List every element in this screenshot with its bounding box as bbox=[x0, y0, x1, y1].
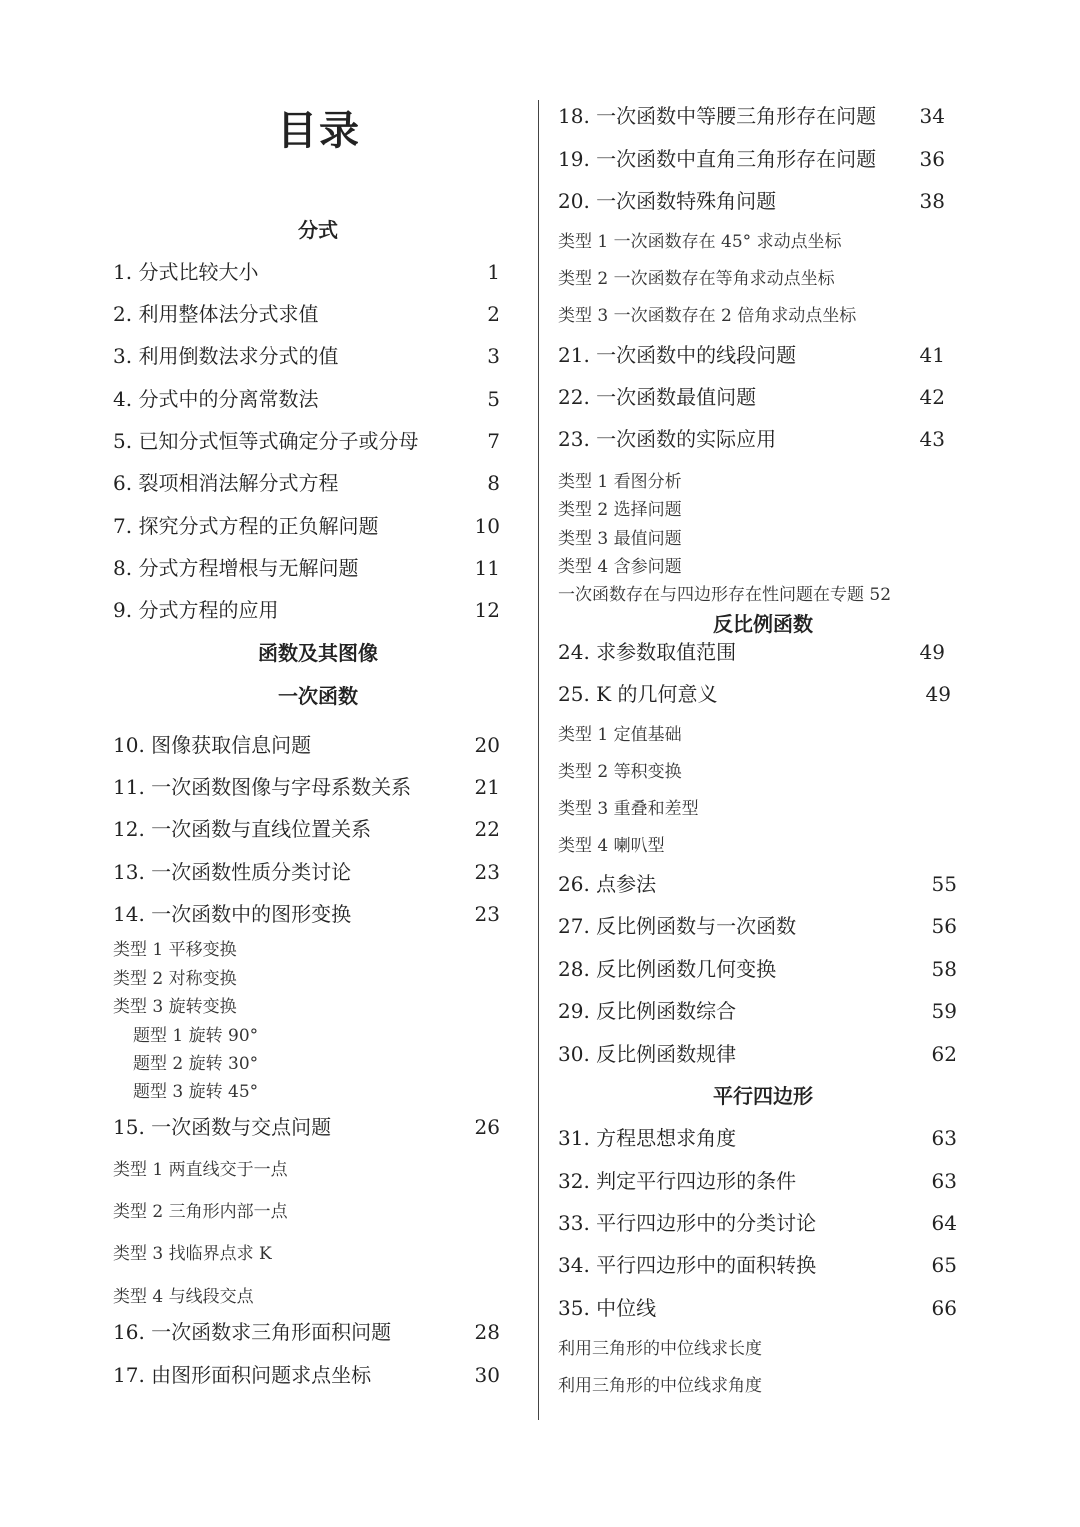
toc-entry-label: 9. 分式方程的应用 bbox=[113, 598, 279, 622]
toc-entry-page: 34 bbox=[919, 104, 945, 128]
toc-entry-label: 6. 裂项相消法解分式方程 bbox=[113, 471, 339, 495]
toc-entry-label: 16. 一次函数求三角形面积问题 bbox=[113, 1320, 392, 1344]
toc-entry[interactable] bbox=[558, 870, 957, 898]
toc-subentry: 类型 3 找临界点求 K bbox=[113, 1244, 272, 1264]
toc-entry-page: 22 bbox=[474, 817, 500, 841]
toc-entry-label: 2. 利用整体法分式求值 bbox=[113, 302, 319, 326]
toc-entry[interactable] bbox=[113, 385, 500, 413]
toc-entry[interactable] bbox=[558, 1124, 957, 1152]
toc-entry-label: 35. 中位线 bbox=[558, 1296, 657, 1320]
toc-subentry: 类型 4 与线段交点 bbox=[113, 1287, 254, 1307]
toc-entry-label: 15. 一次函数与交点问题 bbox=[113, 1115, 332, 1139]
toc-entry-page: 66 bbox=[931, 1296, 957, 1320]
toc-entry[interactable] bbox=[558, 1209, 957, 1237]
toc-entry-page: 7 bbox=[487, 429, 500, 453]
toc-entry-label: 24. 求参数取值范围 bbox=[558, 640, 737, 664]
toc-entry-label: 22. 一次函数最值问题 bbox=[558, 385, 757, 409]
toc-entry-page: 26 bbox=[474, 1115, 500, 1139]
toc-entry[interactable] bbox=[558, 102, 945, 130]
toc-entry-page: 59 bbox=[931, 999, 957, 1023]
toc-entry-label: 26. 点参法 bbox=[558, 872, 657, 896]
toc-entry[interactable] bbox=[558, 997, 957, 1025]
toc-entry-label: 3. 利用倒数法求分式的值 bbox=[113, 344, 339, 368]
toc-entry[interactable] bbox=[113, 342, 500, 370]
toc-entry-label: 4. 分式中的分离常数法 bbox=[113, 387, 319, 411]
toc-subentry: 类型 2 对称变换 bbox=[113, 969, 237, 989]
toc-entry-label: 17. 由图形面积问题求点坐标 bbox=[113, 1363, 372, 1387]
toc-entry-label: 8. 分式方程增根与无解问题 bbox=[113, 556, 359, 580]
toc-subentry: 类型 1 定值基础 bbox=[558, 725, 682, 745]
toc-entry-label: 20. 一次函数特殊角问题 bbox=[558, 189, 777, 213]
toc-entry-page: 30 bbox=[474, 1363, 500, 1387]
toc-entry-page: 1 bbox=[487, 260, 500, 284]
toc-entry-label: 32. 判定平行四边形的条件 bbox=[558, 1169, 797, 1193]
toc-subentry: 利用三角形的中位线求角度 bbox=[558, 1376, 762, 1396]
toc-entry-label: 31. 方程思想求角度 bbox=[558, 1126, 737, 1150]
toc-subentry: 类型 2 一次函数存在等角求动点坐标 bbox=[558, 269, 835, 289]
toc-subentry: 题型 2 旋转 30° bbox=[133, 1054, 259, 1074]
toc-entry[interactable] bbox=[558, 341, 945, 369]
toc-entry-label: 33. 平行四边形中的分类讨论 bbox=[558, 1211, 817, 1235]
toc-entry[interactable] bbox=[558, 638, 945, 666]
toc-entry[interactable] bbox=[113, 1361, 500, 1389]
toc-entry-page: 23 bbox=[474, 902, 500, 926]
toc-entry-page: 63 bbox=[931, 1126, 957, 1150]
toc-entry-label: 30. 反比例函数规律 bbox=[558, 1042, 737, 1066]
toc-entry-page: 23 bbox=[474, 860, 500, 884]
toc-entry-page: 2 bbox=[487, 302, 500, 326]
toc-subentry: 类型 2 等积变换 bbox=[558, 762, 682, 782]
toc-entry[interactable] bbox=[113, 427, 500, 455]
toc-entry[interactable] bbox=[113, 1318, 500, 1346]
toc-entry-label: 34. 平行四边形中的面积转换 bbox=[558, 1253, 817, 1277]
toc-entry-label: 12. 一次函数与直线位置关系 bbox=[113, 817, 372, 841]
toc-entry-label: 14. 一次函数中的图形变换 bbox=[113, 902, 352, 926]
toc-entry-label: 10. 图像获取信息问题 bbox=[113, 733, 312, 757]
toc-entry-label: 23. 一次函数的实际应用 bbox=[558, 427, 777, 451]
toc-entry-label: 28. 反比例函数几何变换 bbox=[558, 957, 777, 981]
toc-entry-page: 49 bbox=[925, 682, 951, 706]
toc-entry-page: 42 bbox=[919, 385, 945, 409]
toc-entry-page: 12 bbox=[474, 598, 500, 622]
toc-entry-page: 62 bbox=[931, 1042, 957, 1066]
toc-entry-page: 5 bbox=[487, 387, 500, 411]
toc-subentry: 类型 3 旋转变换 bbox=[113, 997, 237, 1017]
toc-entry-page: 3 bbox=[487, 344, 500, 368]
toc-entry[interactable] bbox=[113, 596, 500, 624]
toc-entry[interactable] bbox=[558, 145, 945, 173]
toc-entry[interactable] bbox=[558, 1251, 957, 1279]
toc-subentry: 类型 3 一次函数存在 2 倍角求动点坐标 bbox=[558, 306, 857, 326]
toc-entry-page: 65 bbox=[931, 1253, 957, 1277]
toc-entry-page: 64 bbox=[931, 1211, 957, 1235]
toc-entry-label: 21. 一次函数中的线段问题 bbox=[558, 343, 797, 367]
toc-entry-label: 25. K 的几何意义 bbox=[558, 682, 718, 706]
toc-entry-label: 13. 一次函数性质分类讨论 bbox=[113, 860, 352, 884]
toc-special-note: 一次函数存在与四边形存在性问题在专题 52 bbox=[558, 585, 892, 605]
section-heading-fanbili: 反比例函数 bbox=[713, 612, 813, 636]
toc-entry[interactable] bbox=[113, 773, 500, 801]
toc-entry-page: 55 bbox=[931, 872, 957, 896]
toc-subentry: 类型 4 喇叭型 bbox=[558, 836, 665, 856]
toc-entry[interactable] bbox=[113, 300, 500, 328]
toc-entry[interactable] bbox=[558, 187, 945, 215]
toc-entry-page: 56 bbox=[931, 914, 957, 938]
section-heading-fenshi: 分式 bbox=[298, 218, 338, 242]
toc-entry[interactable] bbox=[113, 731, 500, 759]
toc-subentry: 类型 3 最值问题 bbox=[558, 529, 682, 549]
toc-entry-page: 43 bbox=[919, 427, 945, 451]
section-heading-yici: 一次函数 bbox=[278, 684, 358, 708]
toc-subentry: 利用三角形的中位线求长度 bbox=[558, 1339, 762, 1359]
toc-entry[interactable] bbox=[113, 900, 500, 928]
toc-entry-label: 7. 探究分式方程的正负解问题 bbox=[113, 514, 379, 538]
toc-subentry: 类型 2 选择问题 bbox=[558, 500, 682, 520]
toc-entry[interactable] bbox=[113, 858, 500, 886]
toc-entry[interactable] bbox=[558, 383, 945, 411]
toc-entry[interactable] bbox=[113, 815, 500, 843]
section-heading-pingxing: 平行四边形 bbox=[713, 1084, 813, 1108]
toc-subentry: 题型 1 旋转 90° bbox=[133, 1026, 259, 1046]
toc-entry-page: 20 bbox=[474, 733, 500, 757]
toc-entry-page: 49 bbox=[919, 640, 945, 664]
toc-entry-label: 1. 分式比较大小 bbox=[113, 260, 259, 284]
toc-entry-label: 29. 反比例函数综合 bbox=[558, 999, 737, 1023]
toc-entry-page: 10 bbox=[474, 514, 500, 538]
toc-title: 目录 bbox=[277, 108, 361, 154]
toc-subentry: 类型 3 重叠和差型 bbox=[558, 799, 699, 819]
toc-entry[interactable] bbox=[113, 469, 500, 497]
toc-entry-page: 63 bbox=[931, 1169, 957, 1193]
toc-entry-label: 18. 一次函数中等腰三角形存在问题 bbox=[558, 104, 877, 128]
toc-entry[interactable] bbox=[558, 1040, 957, 1068]
toc-entry[interactable] bbox=[113, 1113, 500, 1141]
toc-entry[interactable] bbox=[113, 554, 500, 582]
toc-subentry: 类型 2 三角形内部一点 bbox=[113, 1202, 288, 1222]
toc-entry[interactable] bbox=[113, 258, 500, 286]
toc-subentry: 题型 3 旋转 45° bbox=[133, 1082, 259, 1102]
toc-subentry: 类型 1 两直线交于一点 bbox=[113, 1160, 288, 1180]
toc-entry[interactable] bbox=[558, 1167, 957, 1195]
toc-entry[interactable] bbox=[558, 680, 951, 708]
toc-entry-label: 27. 反比例函数与一次函数 bbox=[558, 914, 797, 938]
toc-entry-label: 5. 已知分式恒等式确定分子或分母 bbox=[113, 429, 419, 453]
column-divider bbox=[538, 100, 539, 1420]
toc-entry-label: 11. 一次函数图像与字母系数关系 bbox=[113, 775, 412, 799]
toc-entry-page: 36 bbox=[919, 147, 945, 171]
toc-subentry: 类型 4 含参问题 bbox=[558, 557, 682, 577]
toc-subentry: 类型 1 平移变换 bbox=[113, 940, 237, 960]
toc-entry-page: 21 bbox=[474, 775, 500, 799]
toc-entry[interactable] bbox=[113, 512, 500, 540]
toc-entry-page: 28 bbox=[474, 1320, 500, 1344]
toc-subentry: 类型 1 看图分析 bbox=[558, 472, 682, 492]
section-heading-hanshu: 函数及其图像 bbox=[258, 641, 378, 665]
toc-entry[interactable] bbox=[558, 1294, 957, 1322]
toc-entry-page: 11 bbox=[474, 556, 500, 580]
toc-entry-page: 8 bbox=[487, 471, 500, 495]
toc-entry-page: 58 bbox=[931, 957, 957, 981]
toc-entry[interactable] bbox=[558, 912, 957, 940]
toc-entry[interactable] bbox=[558, 955, 957, 983]
toc-entry-page: 38 bbox=[919, 189, 945, 213]
toc-entry-page: 41 bbox=[919, 343, 945, 367]
toc-entry[interactable] bbox=[558, 425, 945, 453]
toc-subentry: 类型 1 一次函数存在 45° 求动点坐标 bbox=[558, 232, 842, 252]
toc-entry-label: 19. 一次函数中直角三角形存在问题 bbox=[558, 147, 877, 171]
